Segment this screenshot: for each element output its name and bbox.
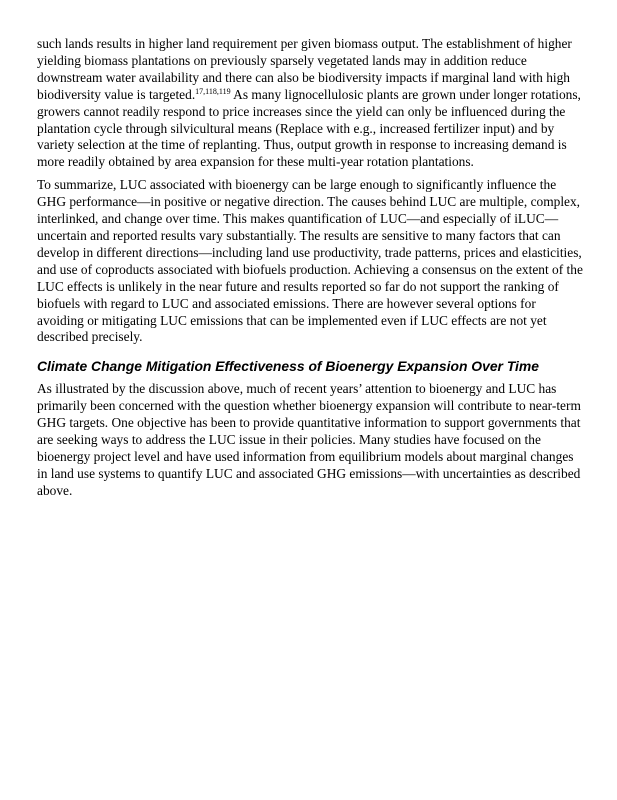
paragraph-bioenergy-attention: As illustrated by the discussion above, much of recent years’ attention to bioenergy and LUC has primarily been concerned with the question whether bioenergy expansion will contribute to near-term GHG targets. One objective has been to provide quantitative information to support governments that are seeking ways to address the LUC issue in their policies. Many studies have focused on the bioenergy project level and have used information from equilibrium models about marginal changes in land use systems to quantify LUC and associated GHG emissions—with uncertainties as described above. [37,381,581,498]
paragraph-land-requirement [37,36,585,171]
document-page [37,36,585,506]
paragraph-luc-summary: To summarize, LUC associated with bioenergy can be large enough to significantly influence the GHG performance—in positive or negative direction. The causes behind LUC are multiple, complex, interlinked, and change over time. This makes quantification of LUC—and especially of iLUC—uncertain and reported results vary substantially. The results are sensitive to many factors that can develop in different directions—including land use productivity, trade patterns, prices and elasticities, and use of coproducts associated with biofuels production. Achieving a consensus on the extent of the LUC effects is unlikely in the near future and results reported so far do not support the ranking of biofuels with regard to LUC and associated emissions. There are however several options for avoiding or mitigating LUC emissions that can be implemented even if LUC effects are not yet described precisely. [37,177,583,345]
section-heading: Climate Change Mitigation Effectiveness of Bioenergy Expansion Over Time [37,358,539,375]
paragraph-land-requirement-continuation: As many lignocellulosic plants are grown under longer rotations, growers cannot readily respond to price increases since the yield can only be influenced during the plantation cycle through silvicultural means (Replace with e.g., increased fertilizer input) and by variety selection at the time of replanting. Thus, output growth in response to increasing demand is more readily obtained by area expansion for these multi-year rotation plantations. [37,86,581,170]
citation-superscript: 17,118,119 [195,86,231,96]
paragraph-land-requirement-text: such lands results in higher land requirement per given biomass output. The establishment of higher yielding biomass plantations on previously sparsely vegetated lands may in addition reduce downstream water availability and there can also be biodiversity impacts if marginal land with high biodiversity value is targeted. [37,36,572,102]
